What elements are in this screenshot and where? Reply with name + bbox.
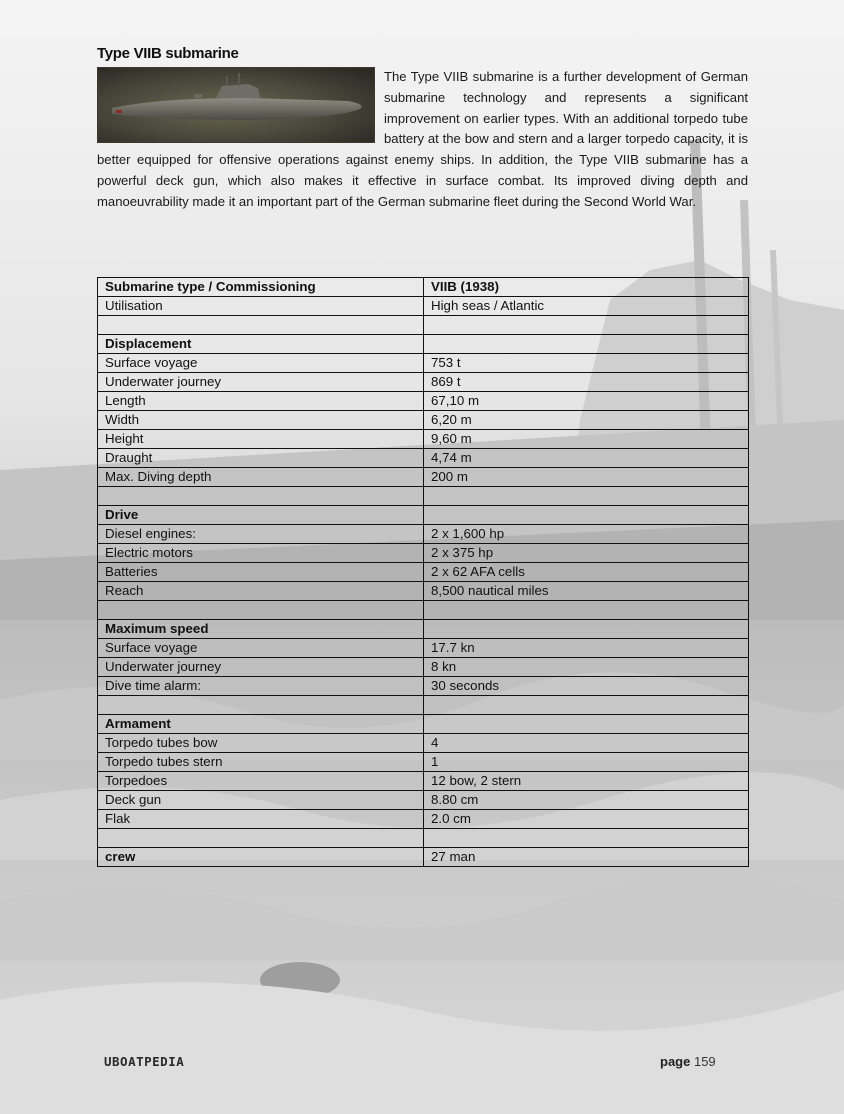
row-label: Torpedo tubes bow [98, 734, 424, 753]
row-label: Diesel engines: [98, 525, 424, 544]
row-label: Underwater journey [98, 373, 424, 392]
table-row [98, 373, 749, 392]
row-label: Batteries [98, 563, 424, 582]
table-row [98, 297, 749, 316]
table-row [98, 658, 749, 677]
row-value: 8.80 cm [424, 791, 749, 810]
row-label: Maximum speed [98, 620, 424, 639]
row-label: Utilisation [98, 297, 424, 316]
row-value [424, 829, 749, 848]
row-value [424, 316, 749, 335]
row-label: Torpedoes [98, 772, 424, 791]
row-value: 4,74 m [424, 449, 749, 468]
row-value: 2.0 cm [424, 810, 749, 829]
table-row [98, 620, 749, 639]
row-value: 2 x 1,600 hp [424, 525, 749, 544]
row-value: 2 x 62 AFA cells [424, 563, 749, 582]
row-label: Deck gun [98, 791, 424, 810]
row-value: 67,10 m [424, 392, 749, 411]
table-row [98, 487, 749, 506]
row-label: Dive time alarm: [98, 677, 424, 696]
row-label [98, 601, 424, 620]
row-label: Electric motors [98, 544, 424, 563]
table-row [98, 525, 749, 544]
header-value: VIIB (1938) [424, 278, 749, 297]
row-label: Surface voyage [98, 354, 424, 373]
row-value: 17.7 kn [424, 639, 749, 658]
table-row [98, 696, 749, 715]
row-label [98, 696, 424, 715]
row-value: 9,60 m [424, 430, 749, 449]
table-row [98, 316, 749, 335]
row-label: Drive [98, 506, 424, 525]
header-label: Submarine type / Commissioning [98, 278, 424, 297]
table-row [98, 582, 749, 601]
table-header-row [98, 278, 749, 297]
table-row [98, 449, 749, 468]
row-label [98, 316, 424, 335]
row-label: Width [98, 411, 424, 430]
table-row [98, 848, 749, 867]
table-row [98, 392, 749, 411]
row-value: 12 bow, 2 stern [424, 772, 749, 791]
row-value: 4 [424, 734, 749, 753]
row-label [98, 487, 424, 506]
table-row [98, 335, 749, 354]
row-label [98, 829, 424, 848]
row-value: 8,500 nautical miles [424, 582, 749, 601]
row-value: 200 m [424, 468, 749, 487]
row-label: Armament [98, 715, 424, 734]
row-value [424, 620, 749, 639]
table-row [98, 677, 749, 696]
row-value [424, 506, 749, 525]
row-label: Flak [98, 810, 424, 829]
specifications-table [97, 277, 749, 867]
row-value: 1 [424, 753, 749, 772]
row-value: High seas / Atlantic [424, 297, 749, 316]
row-value: 8 kn [424, 658, 749, 677]
footer-brand: UBOATPEDIA [104, 1054, 185, 1069]
table-row [98, 506, 749, 525]
row-value [424, 696, 749, 715]
row-label: Underwater journey [98, 658, 424, 677]
table-row [98, 468, 749, 487]
row-value: 27 man [424, 848, 749, 867]
row-label: Torpedo tubes stern [98, 753, 424, 772]
table-row [98, 772, 749, 791]
row-value: 30 seconds [424, 677, 749, 696]
row-value [424, 487, 749, 506]
table-row [98, 810, 749, 829]
row-value: 753 t [424, 354, 749, 373]
row-value: 869 t [424, 373, 749, 392]
row-label: Displacement [98, 335, 424, 354]
table-row [98, 411, 749, 430]
row-label: Draught [98, 449, 424, 468]
table-row [98, 639, 749, 658]
row-label: Reach [98, 582, 424, 601]
photo-spacer [97, 67, 384, 148]
row-value [424, 335, 749, 354]
article-title: Type VIIB submarine [97, 45, 239, 62]
table-row [98, 734, 749, 753]
footer-page-label: page [660, 1054, 691, 1069]
table-row [98, 563, 749, 582]
table-row [98, 753, 749, 772]
table-row [98, 430, 749, 449]
table-row [98, 715, 749, 734]
table-row [98, 601, 749, 620]
footer-page-number: 159 [693, 1054, 716, 1069]
table-row [98, 544, 749, 563]
table-row [98, 791, 749, 810]
table-row [98, 829, 749, 848]
article-intro-text: The Type VIIB submarine is a further development of German submarine technology and represents a significant improvement on earlier types. With an additional torpedo tube battery at the bow and stern and a larger torpedo capacity, it is better equipped for offensive operations against enemy ships. In addition, the Type VIIB submarine has a powerful deck gun, which also makes it effective in surface combat. Its improved diving depth and manoeuvrability made it an important part of the German submarine fleet during the Second World War. [97, 69, 748, 209]
row-label: Length [98, 392, 424, 411]
row-label: Height [98, 430, 424, 449]
row-label: Surface voyage [98, 639, 424, 658]
row-value: 6,20 m [424, 411, 749, 430]
specifications-body [98, 278, 749, 867]
article-intro [97, 67, 748, 213]
row-value [424, 601, 749, 620]
row-label: crew [98, 848, 424, 867]
footer-page [660, 1054, 716, 1069]
row-value [424, 715, 749, 734]
row-label: Max. Diving depth [98, 468, 424, 487]
row-value: 2 x 375 hp [424, 544, 749, 563]
table-row [98, 354, 749, 373]
